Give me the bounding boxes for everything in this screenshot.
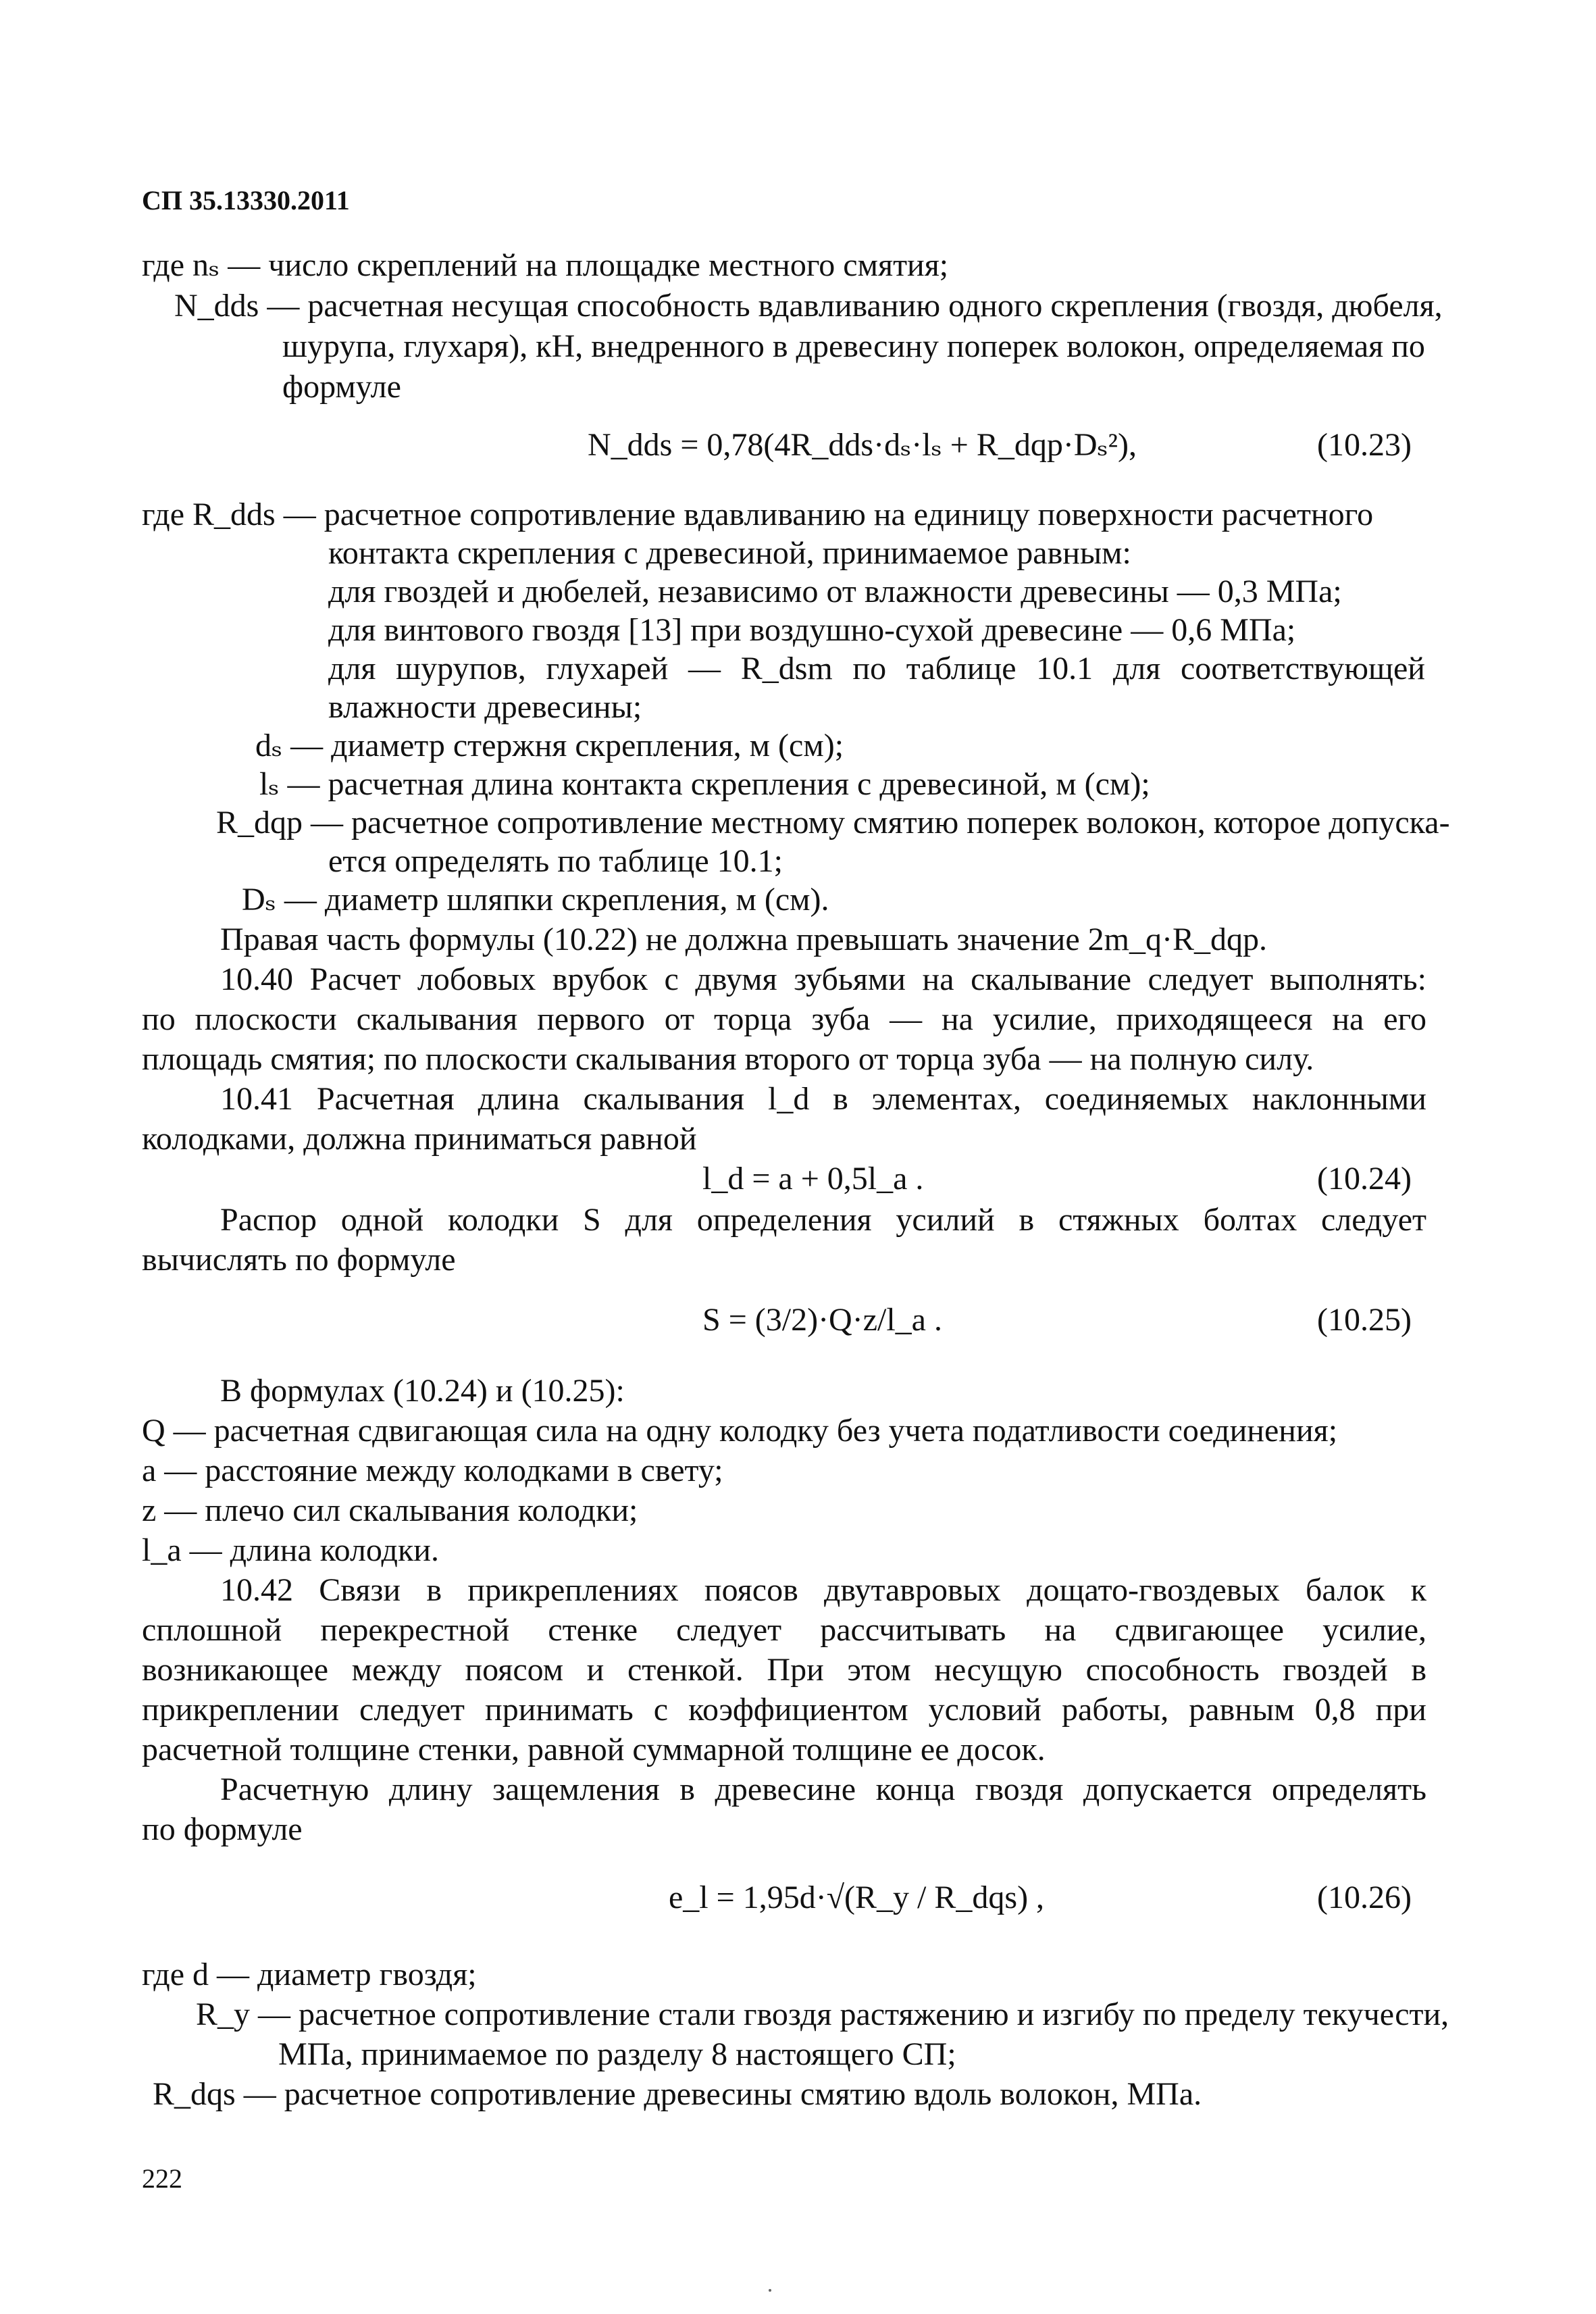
scan-speck — [769, 2289, 771, 2292]
para-calc-line-2: по формуле — [142, 1811, 303, 1847]
def-rdds-line-2: контакта скрепления с древесиной, принимаемое равным: — [328, 535, 1131, 571]
def-rdqs: R_dqs — расчетное сопротивление древесины смятию вдоль волокон, МПа. — [153, 2076, 1202, 2112]
para-10-40-line-1: 10.40 Расчет лобовых врубок с двумя зубьями на скалывание следует выполнять: — [220, 961, 1426, 997]
formula-10-25-number: (10.25) — [1317, 1302, 1412, 1338]
formula-10-24-expr: l_d = a + 0,5l_a . — [702, 1161, 924, 1197]
para-10-42-line-3: возникающее между поясом и стенкой. При этом несущую способность гвоздей в — [142, 1652, 1426, 1688]
para-10-41-line-1: 10.41 Расчетная длина скалывания l_d в элементах, соединяемых наклонными — [220, 1081, 1426, 1117]
def-ls: lₛ — расчетная длина контакта скрепления с древесиной, м (см); — [259, 766, 1150, 802]
def-a: a — расстояние между колодками в свету; — [142, 1453, 723, 1488]
def-rdds-line-3: для гвоздей и дюбелей, независимо от влажности древесины — 0,3 МПа; — [328, 574, 1342, 609]
right-part-note: Правая часть формулы (10.22) не должна превышать значение 2m_q·R_dqp. — [220, 922, 1267, 957]
formulas-intro: В формулах (10.24) и (10.25): — [220, 1373, 625, 1409]
def-ry-line-2: МПа, принимаемое по разделу 8 настоящего СП; — [278, 2036, 956, 2072]
para-10-42-line-2: сплошной перекрестной стенке следует рассчитывать на сдвигающее усилие, — [142, 1612, 1426, 1648]
formula-10-23-expr: N_dds = 0,78(4R_dds·dₛ·lₛ + R_dqp·Dₛ²), — [588, 427, 1137, 463]
formula-10-26-number: (10.26) — [1317, 1880, 1412, 1915]
def-rdds-line-5: для шурупов, глухарей — R_dsm по таблице 10.1 для соответствующей — [328, 651, 1425, 686]
def-rdqp-line-1: R_dqp — расчетное сопротивление местному смятию поперек волокон, которое допуска- — [216, 805, 1450, 840]
para-10-42-line-1: 10.42 Связи в прикреплениях поясов двутавровых дощато-гвоздевых балок к — [220, 1572, 1426, 1608]
def-rdds-line-1: где R_dds — расчетное сопротивление вдавливанию на единицу поверхности расчетного — [142, 497, 1374, 532]
def-ns: где nₛ — число скреплений на площадке местного смятия; — [142, 247, 949, 283]
def-ry-line-1: R_y — расчетное сопротивление стали гвоздя растяжению и изгибу по пределу текучести, — [196, 1996, 1449, 2032]
formula-10-26-expr: e_l = 1,95d·√(R_y / R_dqs) , — [669, 1880, 1045, 1915]
para-10-42-line-5: расчетной толщине стенки, равной суммарной толщине ее досок. — [142, 1732, 1046, 1767]
def-ndds-line-1: N_dds — расчетная несущая способность вдавливанию одного скрепления (гвоздя, дюбеля, — [174, 288, 1443, 324]
para-raspor-line-1: Распор одной колодки S для определения усилий в стяжных болтах следует — [220, 1202, 1426, 1238]
para-calc-line-1: Расчетную длину защемления в древесине конца гвоздя допускается определять — [220, 1771, 1426, 1807]
def-ds: dₛ — диаметр стержня скрепления, м (см); — [255, 728, 844, 763]
formula-10-23-number: (10.23) — [1317, 427, 1412, 463]
formula-10-23 — [588, 426, 1137, 465]
para-10-40-line-2: по плоскости скалывания первого от торца зуба — на усилие, приходящееся на его — [142, 1001, 1426, 1037]
formula-10-25-expr: S = (3/2)·Q·z/l_a . — [702, 1302, 942, 1338]
para-10-42-line-4: прикреплении следует принимать с коэффициентом условий работы, равным 0,8 при — [142, 1692, 1426, 1728]
page-number: 222 — [142, 2163, 182, 2194]
def-Q: Q — расчетная сдвигающая сила на одну колодку без учета податливости соединения; — [142, 1413, 1338, 1449]
para-10-40-line-3: площадь смятия; по плоскости скалывания второго от торца зуба — на полную силу. — [142, 1041, 1314, 1077]
document-code: СП 35.13330.2011 — [142, 185, 350, 216]
formula-10-24-number: (10.24) — [1317, 1161, 1412, 1197]
def-rdds-line-6: влажности древесины; — [328, 689, 642, 725]
def-Ds: Dₛ — диаметр шляпки скрепления, м (см). — [242, 882, 829, 917]
def-rdqp-line-2: ется определять по таблице 10.1; — [328, 843, 783, 879]
def-rdds-line-4: для винтового гвоздя [13] при воздушно-сухой древесине — 0,6 МПа; — [328, 612, 1296, 648]
para-raspor-line-2: вычислять по формуле — [142, 1242, 456, 1278]
def-la: l_a — длина колодки. — [142, 1532, 439, 1568]
para-10-41-line-2: колодками, должна приниматься равной — [142, 1121, 697, 1157]
def-ndds-line-3: формуле — [282, 369, 401, 405]
def-ndds-line-2: шурупа, глухаря), кН, внедренного в древесину поперек волокон, определяемая по — [282, 328, 1425, 364]
def-z: z — плечо сил скалывания колодки; — [142, 1492, 638, 1528]
def-d: где d — диаметр гвоздя; — [142, 1957, 477, 1992]
